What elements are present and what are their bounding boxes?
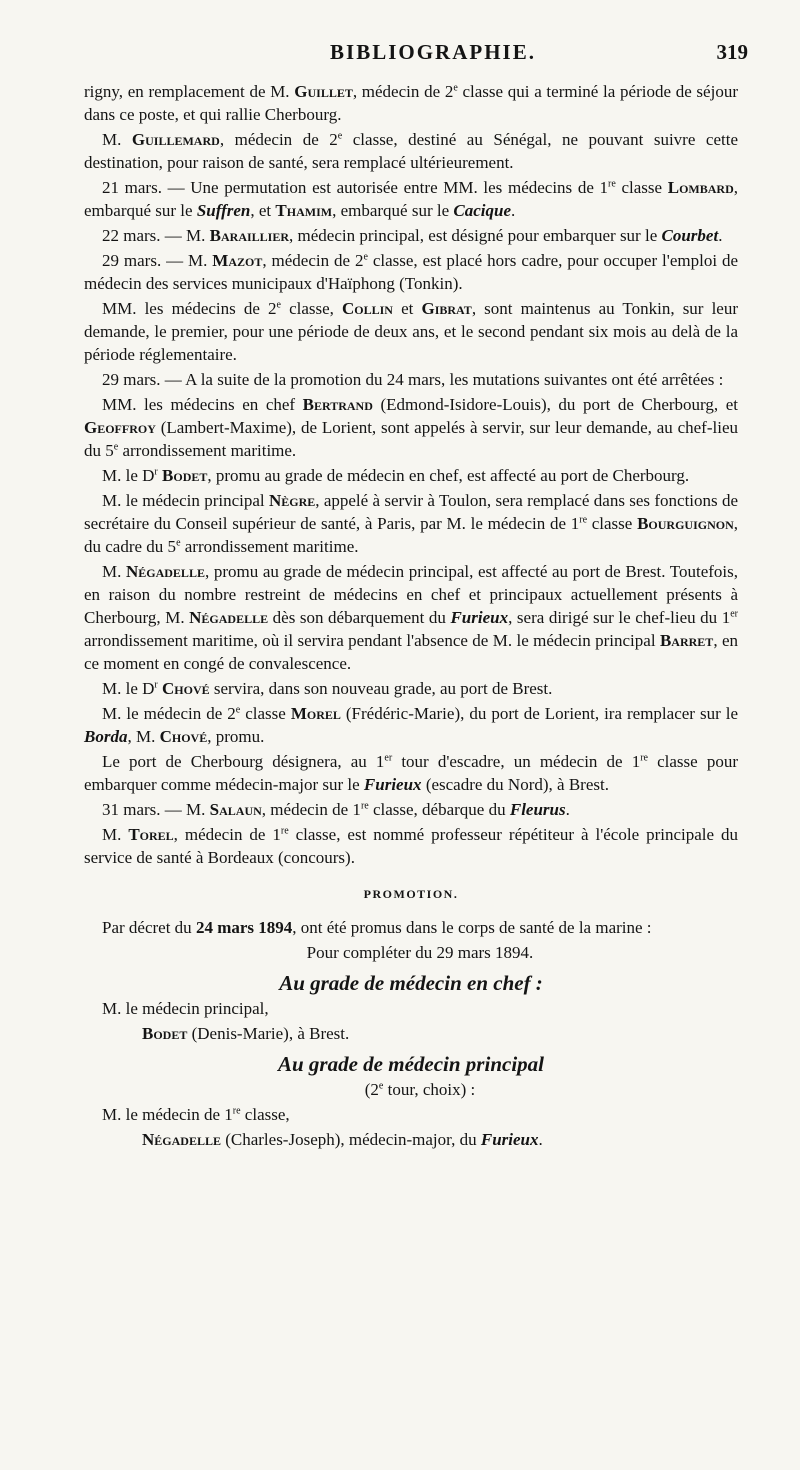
- paragraph: M. le $D^r$ Bodet, promu au grade de médecin en chef, est affecté au port de Cherbourg.: [102, 466, 690, 485]
- paragraph: M. le médecin principal Nègre, appelé à servir à Toulon, sera remplacé dans ses fonctions de secrétaire du Conseil supérieur de santé, à Paris, par M. le médecin de 1re classe Bourguignon, du cadre du 5e arrondissement maritime.: [84, 491, 739, 556]
- promotion-intro: Par décret du 24 mars 1894, ont été promus dans le corps de santé de la marine :: [102, 918, 652, 937]
- paragraph: 21 mars. — Une permutation est autorisée entre MM. les médecins de 1re classe Lombard, embarqué sur le Suffren, et Thamim, embarqué sur le Cacique.: [84, 178, 739, 220]
- paragraph: rigny, en remplacement de M. Guillet, médecin de 2e classe qui a terminé la période de séjour dans ce poste, et qui rallie Cherbourg.: [84, 82, 738, 124]
- promotion-heading: PROMOTION.: [363, 887, 459, 901]
- grade-heading-principal: Au grade de médecin principal: [278, 1052, 544, 1076]
- promotion-entry-name: Négadelle (Charles-Joseph), médecin-major, du Furieux.: [142, 1130, 543, 1149]
- promotion-entry-intro: M. le médecin principal,: [102, 999, 269, 1018]
- paragraph: 29 mars. — A la suite de la promotion du 24 mars, les mutations suivantes ont été arrêtées :: [102, 370, 724, 389]
- promotion-date-line: Pour compléter du 29 mars 1894.: [306, 943, 534, 962]
- paragraph: M. Torel, médecin de 1re classe, est nommé professeur répétiteur à l'école principale du service de santé à Bordeaux (concours).: [84, 825, 738, 867]
- paragraph: M. le $D^r$ Chové servira, dans son nouveau grade, au port de Brest.: [102, 679, 553, 698]
- grade-subheading: (2e tour, choix) :: [364, 1080, 476, 1099]
- paragraph: 31 mars. — M. Salaun, médecin de 1re classe, débarque du Fleurus.: [102, 800, 570, 819]
- running-header: [118, 40, 748, 70]
- grade-heading-chef: Au grade de médecin en chef :: [279, 971, 543, 995]
- document-body: [84, 80, 738, 1153]
- paragraph: M. Guillemard, médecin de 2e classe, destiné au Sénégal, ne pouvant suivre cette destination, pour raison de santé, sera remplacé ultérieurement.: [84, 130, 738, 172]
- running-title: BIBLIOGRAPHIE.: [330, 40, 536, 64]
- paragraph: M. le médecin de 2e classe Morel (Frédéric-Marie), du port de Lorient, ira remplacer sur le Borda, M. Chové, promu.: [84, 704, 739, 746]
- promotion-entry-intro: M. le médecin de 1re classe,: [102, 1105, 290, 1124]
- paragraph: MM. les médecins de 2e classe, Collin et Gibrat, sont maintenus au Tonkin, sur leur demande, le premier, pour une période de deux ans, et le second pendant six mois au delà de la période réglementaire.: [84, 299, 738, 364]
- paragraph: 22 mars. — M. Baraillier, médecin principal, est désigné pour embarquer sur le Courbet.: [102, 226, 723, 245]
- paragraph: M. Négadelle, promu au grade de médecin principal, est affecté au port de Brest. Toutefois, en raison du nombre restreint de médecins en chef et principaux actuellement présents à Cherbourg, M. Négadelle dès son débarquement du Furieux, sera dirigé sur le chef-lieu du 1er arrondissement maritime, où il servira pendant l'absence de M. le médecin principal Barret, en ce moment en congé de convalescence.: [84, 562, 739, 673]
- promotion-entry-name: Bodet (Denis-Marie), à Brest.: [142, 1024, 350, 1043]
- paragraph: MM. les médecins en chef Bertrand (Edmond-Isidore-Louis), du port de Cherbourg, et Geoffroy (Lambert-Maxime), de Lorient, sont appelés à servir, sur leur demande, au chef-lieu du 5e arrondissement maritime.: [84, 395, 738, 460]
- page-number: 319: [716, 40, 748, 64]
- paragraph: Le port de Cherbourg désignera, au 1er tour d'escadre, un médecin de 1re classe pour embarquer comme médecin-major sur le Furieux (escadre du Nord), à Brest.: [84, 752, 738, 794]
- paragraph: 29 mars. — M. Mazot, médecin de 2e classe, est placé hors cadre, pour occuper l'emploi de médecin des services municipaux d'Haïphong (Tonkin).: [84, 251, 738, 293]
